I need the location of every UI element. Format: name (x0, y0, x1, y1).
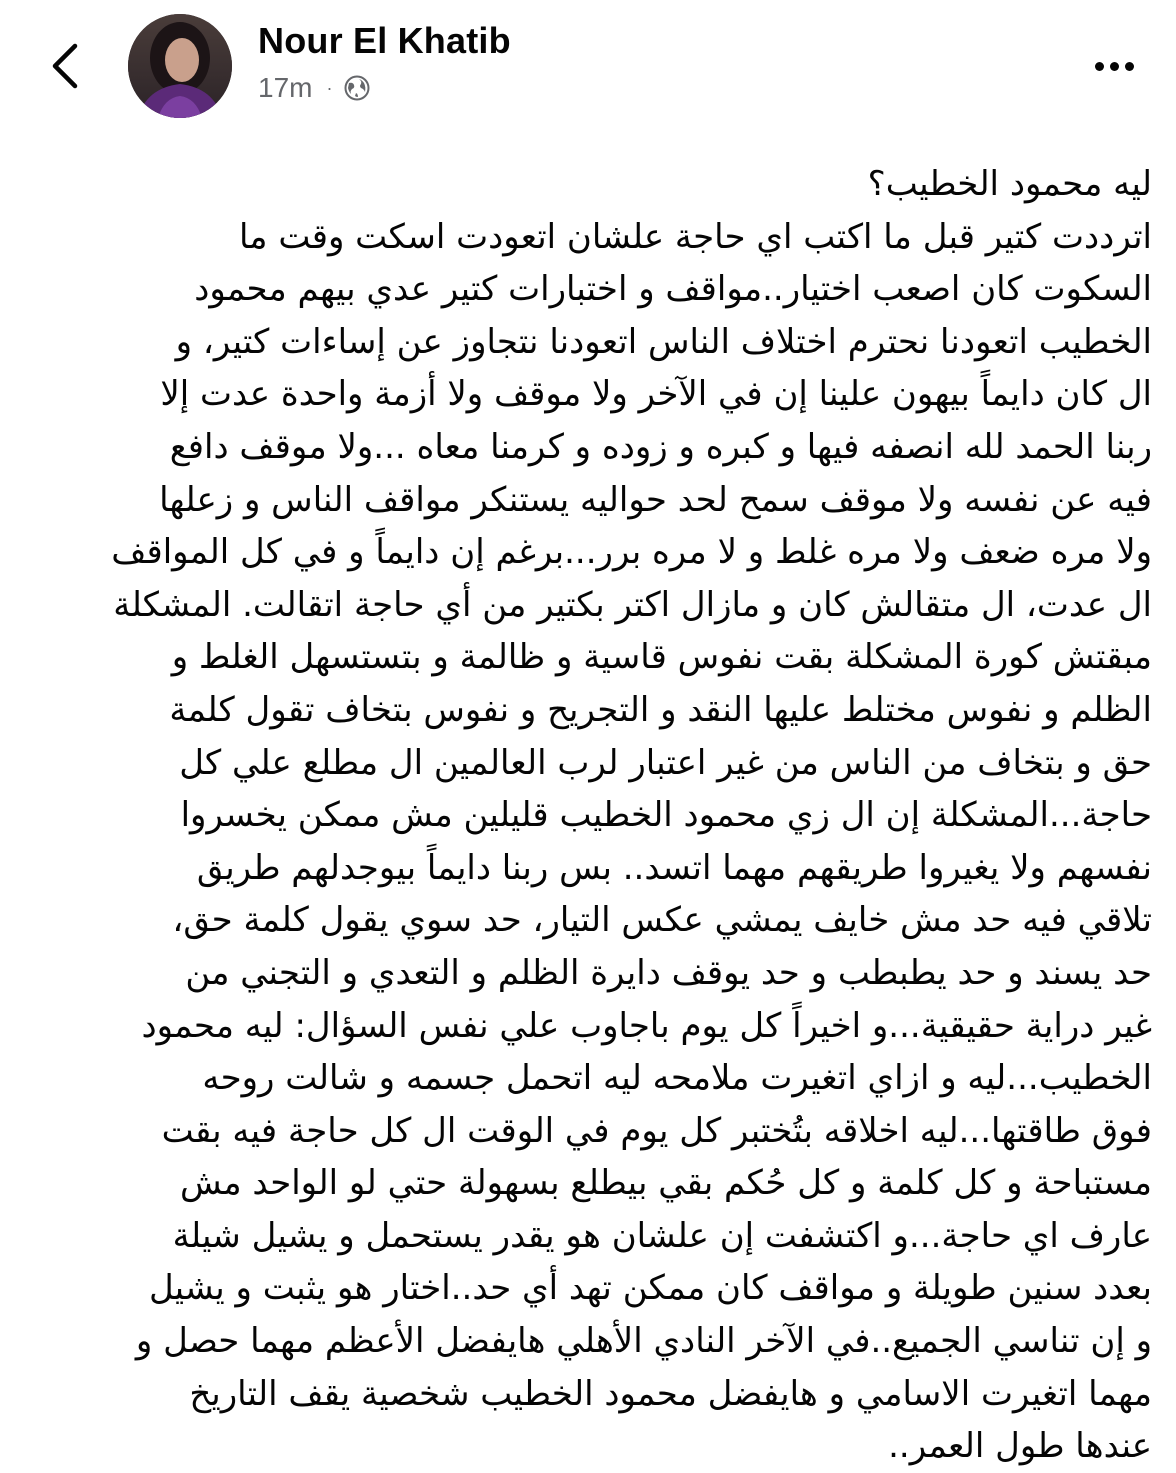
globe-icon (344, 75, 370, 101)
post-text-line: الخطيب اتعودنا نحترم اختلاف الناس اتعودنا نتجاوز عن إساءات كتير، و (175, 321, 1152, 362)
post-text-line: الظلم و نفوس مختلط عليها النقد و التجريح و نفوس بتخاف تقول كلمة (169, 689, 1152, 730)
post-text-line: و إن تناسي الجميع..في الآخر النادي الأهلي هايفضل الأعظم مهما حصل و (135, 1321, 1152, 1362)
post-text-line: الخطيب...ليه و ازاي اتغيرت ملامحه ليه اتحمل جسمه و شالت روحه (202, 1058, 1152, 1099)
post-text-line: فوق طاقتها...ليه اخلاقه بتُختبر كل يوم في الوقت ال كل حاجة فيه بقت (161, 1110, 1152, 1151)
post-text-line: ال عدت، ال متقالش كان و مازال اكتر بكتير من أي حاجة اتقالت. المشكلة (113, 584, 1152, 625)
post-text-line: تلاقي فيه حد مش خايف يمشي عكس التيار، حد سوي يقول كلمة حق، (172, 900, 1152, 941)
post-text-line: بعدد سنين طويلة و مواقف كان ممكن تهد أي حد..اختار هو يثبت و يشيل (148, 1268, 1152, 1309)
post-text-line: ال كان دايماً بيهون علينا إن في الآخر ولا موقف ولا أزمة واحدة عدت إلا (160, 374, 1152, 415)
post-text-line: السكوت كان اصعب اختيار..مواقف و اختبارات كتير عدي بيهم محمود (194, 269, 1152, 310)
meta-separator: · (326, 77, 333, 98)
author-name[interactable]: Nour El Khatib (258, 20, 511, 61)
back-button[interactable] (40, 38, 88, 94)
post-text-line: مستباحة و كل كلمة و كل حُكم بقي بيطلع بسهولة حتي لو الواحد مش (180, 1163, 1152, 1204)
post-timestamp[interactable]: 17m (258, 72, 313, 103)
post-text-line: مهما اتغيرت الاسامي و هايفضل محمود الخطيب شخصية يقف التاريخ (189, 1373, 1152, 1414)
avatar[interactable] (128, 14, 232, 118)
post-text-line: حق و بتخاف من الناس من غير اعتبار لرب العالمين ال مطلع علي كل (179, 742, 1152, 783)
post-text (20, 158, 1152, 1473)
post-text-line: ولا مره ضعف ولا مره غلط و لا مره برر...برغم إن دايماً و في كل المواقف (111, 532, 1152, 573)
post-text-line: حد يسند و حد يطبطب و حد يوقف دايرة الظلم و التعدي و التجني من (185, 952, 1152, 993)
post-header (0, 0, 1176, 130)
more-options-button[interactable] (1082, 46, 1146, 86)
post-text-line: غير دراية حقيقية...و اخيراً كل يوم باجاوب علي نفس السؤال: ليه محمود (141, 1005, 1152, 1046)
post-text-line: اترددت كتير قبل ما اكتب اي حاجة علشان اتعودت اسكت وقت ما (238, 216, 1152, 257)
post-meta (258, 72, 370, 104)
more-horizontal-icon (1095, 62, 1104, 71)
post-text-line: عارف اي حاجة...و اكتشفت إن علشان هو يقدر يستحمل و يشيل شيلة (172, 1215, 1152, 1256)
post-text-line: عندها طول العمر.. (888, 1426, 1152, 1467)
post-text-line: ربنا الحمد لله انصفه فيها و كبره و زوده و كرمنا معاه ...ولا موقف دافع (169, 426, 1152, 467)
post-text-line: حاجة...المشكلة إن ال زي محمود الخطيب قليلين مش ممكن يخسروا (180, 795, 1152, 836)
profile-photo (128, 14, 232, 118)
post-text-line: فيه عن نفسه ولا موقف سمح لحد حواليه يستنكر مواقف الناس و زعلها (159, 479, 1152, 520)
post-text-line: نفسهم ولا يغيروا طريقهم مهما اتسد.. بس ربنا دايماً بيوجدلهم طريق (196, 847, 1152, 888)
post-text-line: ليه محمود الخطيب؟ (867, 164, 1152, 204)
post-text-line: مبقتش كورة المشكلة بقت نفوس قاسية و ظالمة و بتستسهل الغلط و (171, 637, 1152, 678)
chevron-left-icon (49, 42, 79, 90)
